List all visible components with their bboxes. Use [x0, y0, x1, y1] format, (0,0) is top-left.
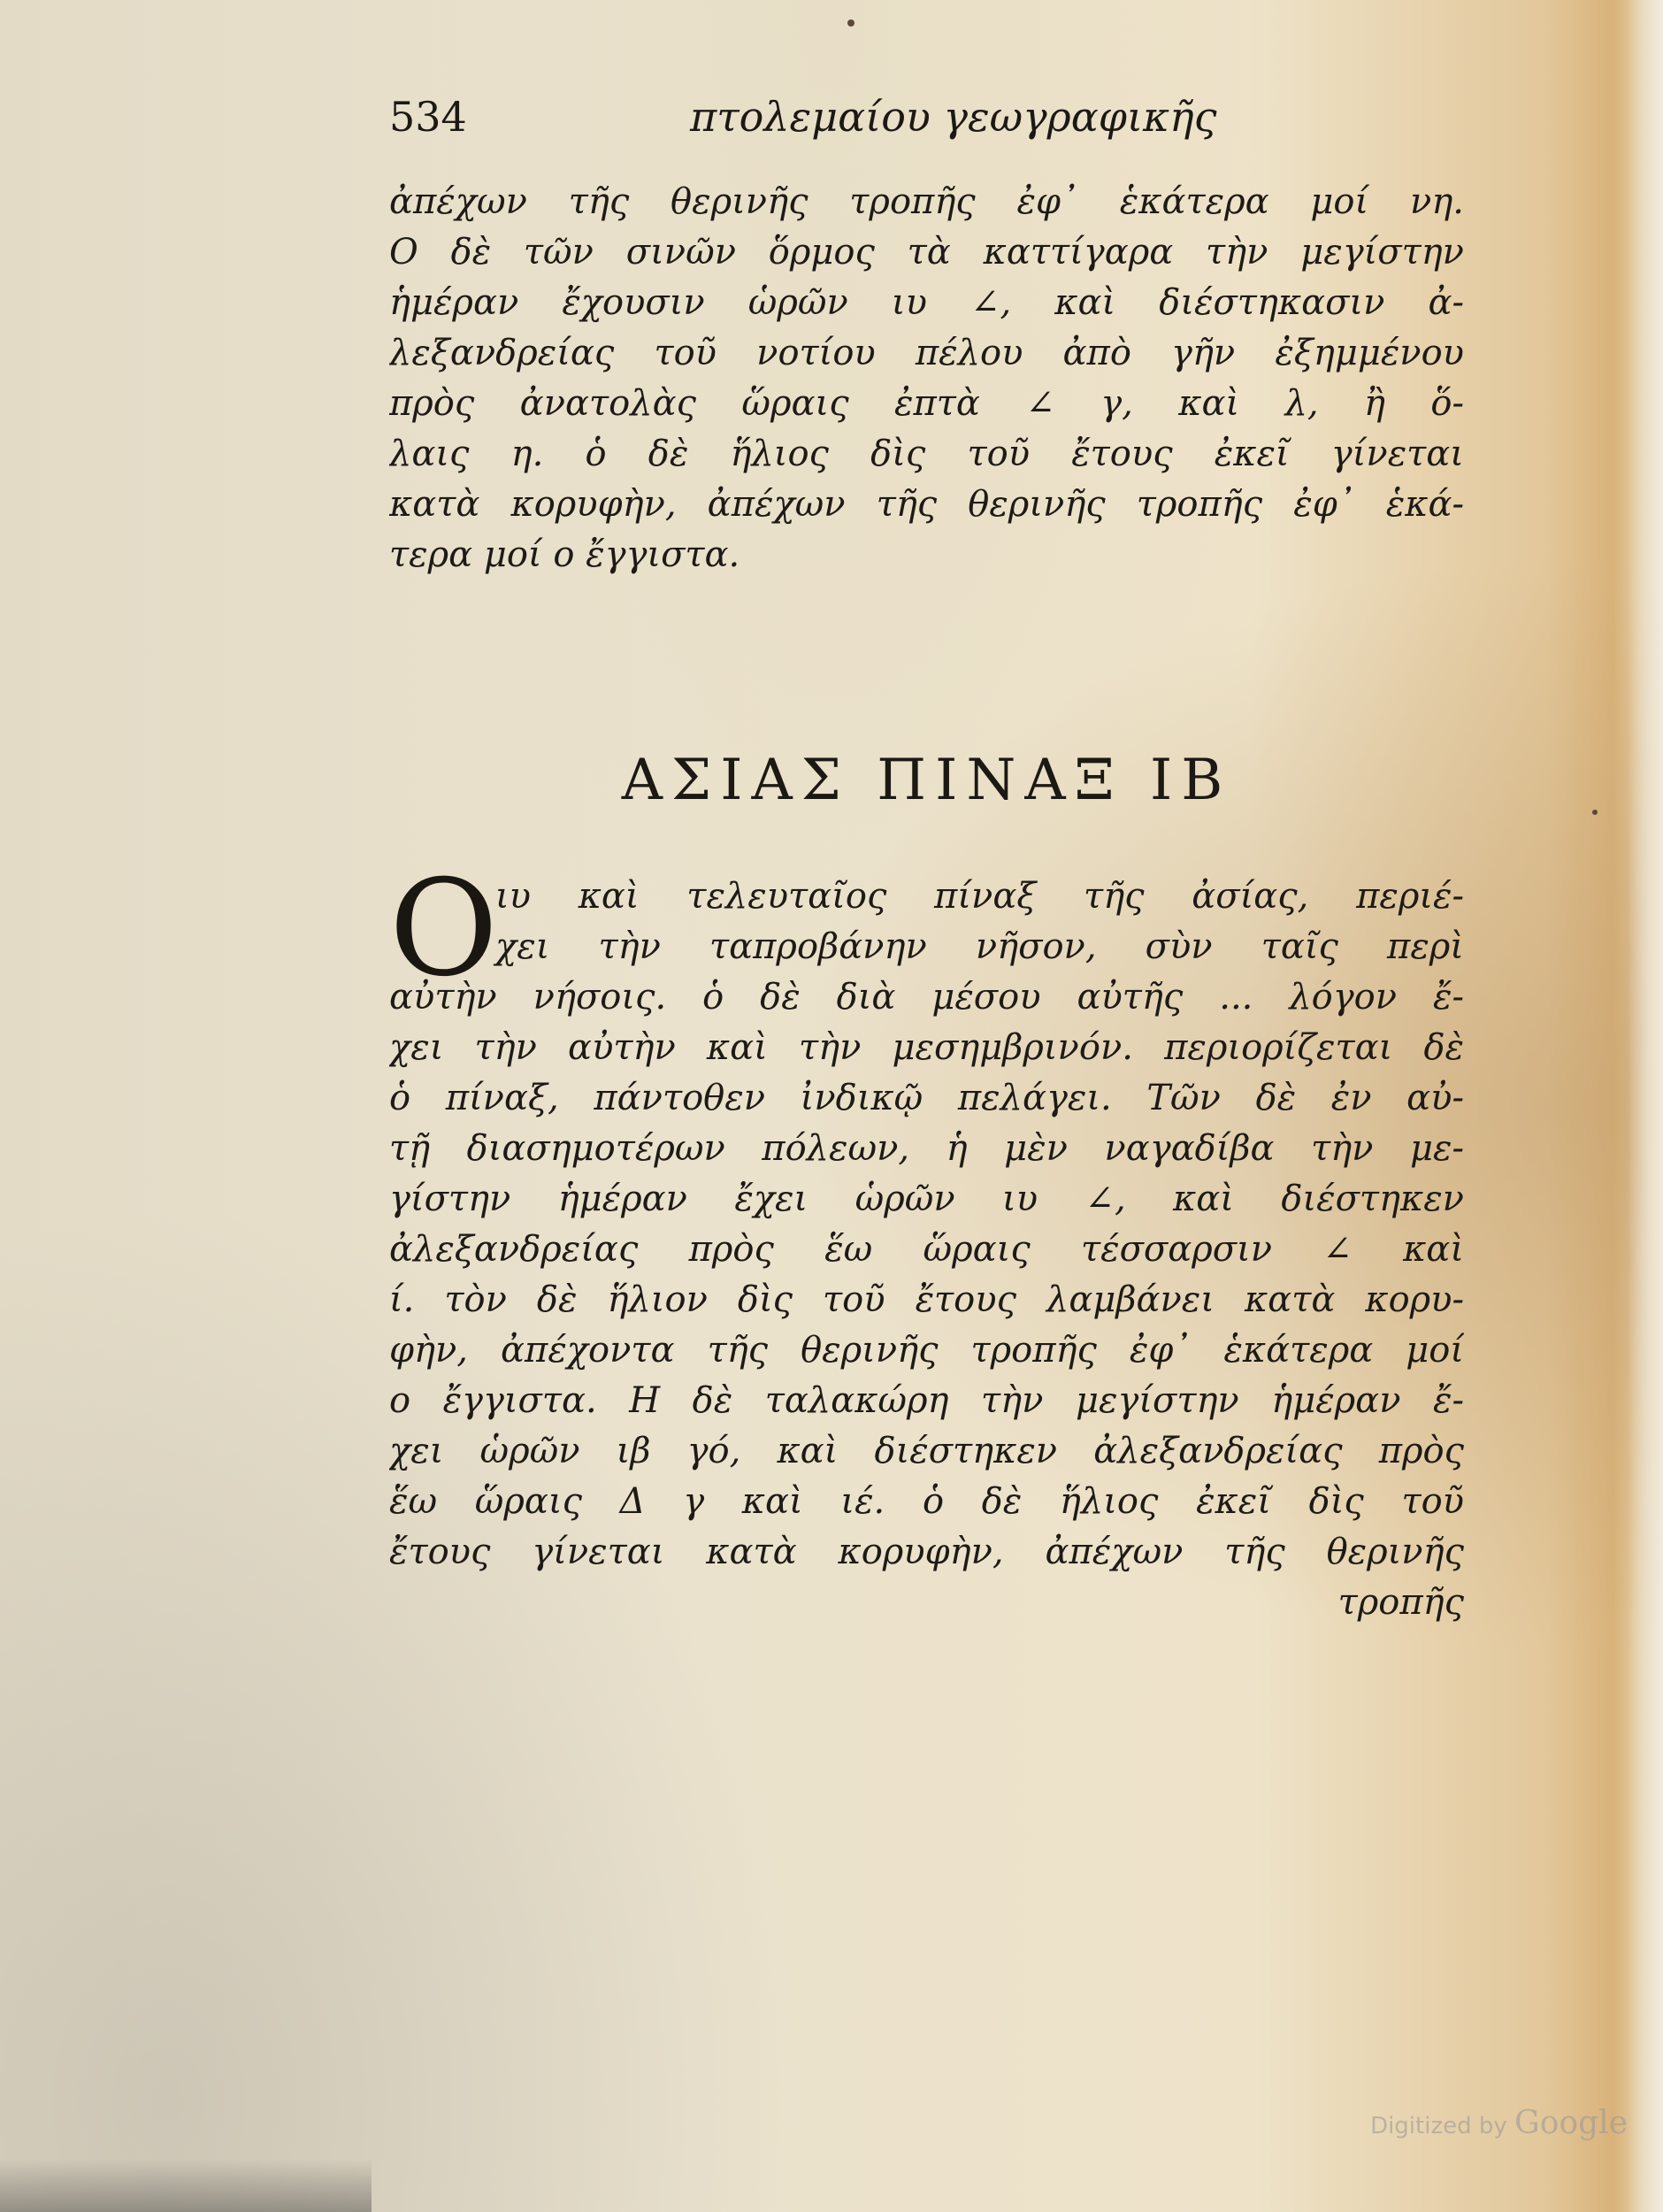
text-line: ἀλεξανδρείας πρὸς ἕω ὥραις τέσσαρσιν ∠ καὶ	[389, 1229, 1464, 1270]
text-line: χει τὴν ταπροβάνην νῆσον, σὺν ταῖς περὶ	[495, 926, 1464, 967]
ink-speck	[847, 19, 854, 27]
text-line: αὐτὴν νήσοις. ὁ δὲ διὰ μέσου αὐτῆς ... λόγον ἔ-	[389, 977, 1464, 1018]
text-line: ἀπέχων τῆς θερινῆς τροπῆς ἐφ᾽ ἑκάτερα μοί νη.	[389, 181, 1464, 222]
watermark-prefix: Digitized by	[1370, 2113, 1507, 2139]
text-line: ἔτους γίνεται κατὰ κορυφὴν, ἀπέχων τῆς θερινῆς	[389, 1532, 1464, 1572]
text-line: λεξανδρείας τοῦ νοτίου πέλου ἀπὸ γῆν ἐξημμένου	[389, 333, 1464, 373]
ink-speck	[1592, 810, 1598, 815]
digitized-watermark	[1370, 2105, 1628, 2141]
text-line: χει ὡρῶν ιβ γό, καὶ διέστηκεν ἀλεξανδρείας πρὸς	[389, 1431, 1464, 1471]
text-line: ἕω ὥραις Δ γ καὶ ιέ. ὁ δὲ ἥλιος ἐκεῖ δὶς τοῦ	[389, 1481, 1464, 1522]
section-title: ΑΣΙΑΣ ΠΙΝΑΞ ΙΒ	[621, 748, 1232, 813]
page-header	[389, 93, 1468, 164]
text-line: φὴν, ἀπέχοντα τῆς θερινῆς τροπῆς ἐφ᾽ ἑκάτερα μοί	[389, 1330, 1464, 1371]
google-logo: Google	[1514, 2105, 1628, 2141]
text-line: λαις η. ὁ δὲ ἥλιος δὶς τοῦ ἔτους ἐκεῖ γίνεται	[389, 434, 1464, 474]
page-edge	[1628, 0, 1663, 2212]
text-line: ἡμέραν ἔχουσιν ὡρῶν ιυ ∠, καὶ διέστηκασιν ἀ-	[389, 282, 1464, 323]
drop-cap: Ο	[389, 852, 498, 1006]
text-line: ὁ πίναξ, πάντοθεν ἰνδικῷ πελάγει. Τῶν δὲ ἐν αὐ-	[389, 1078, 1464, 1118]
catchword: τροπῆς	[1337, 1582, 1464, 1623]
page-number: 534	[389, 93, 467, 141]
paragraph-1	[389, 177, 1464, 580]
paragraph-2	[389, 872, 1464, 1628]
text-line: Ο δὲ τῶν σινῶν ὅρμος τὰ καττίγαρα τὴν μεγίστην	[389, 232, 1464, 273]
text-line: χει τὴν αὐτὴν καὶ τὴν μεσημβρινόν. περιορίζεται δὲ	[389, 1027, 1464, 1068]
text-line: ο ἔγγιστα. Η δὲ ταλακώρη τὴν μεγίστην ἡμέραν ἔ-	[389, 1380, 1464, 1421]
scan-shadow	[0, 2159, 372, 2212]
running-head: πτολεμαίου γεωγραφικῆς	[690, 93, 1217, 141]
text-line: γίστην ἡμέραν ἔχει ὡρῶν ιυ ∠, καὶ διέστηκεν	[389, 1179, 1464, 1219]
text-line: ί. τὸν δὲ ἥλιον δὶς τοῦ ἔτους λαμβάνει κατὰ κορυ-	[389, 1279, 1464, 1320]
text-line: πρὸς ἀνατολὰς ὥραις ἐπτὰ ∠ γ, καὶ λ, ἢ ὅ-	[389, 383, 1464, 424]
text-line: ιυ καὶ τελευταῖος πίναξ τῆς ἀσίας, περιέ-	[495, 876, 1464, 917]
text-line: τερα μοί ο ἔγγιστα.	[389, 534, 740, 575]
text-line: κατὰ κορυφὴν, ἀπέχων τῆς θερινῆς τροπῆς ἐφ᾽ ἑκά-	[389, 484, 1464, 525]
text-line: τῇ διασημοτέρων πόλεων, ἡ μὲν ναγαδίβα τὴν με-	[389, 1128, 1464, 1169]
